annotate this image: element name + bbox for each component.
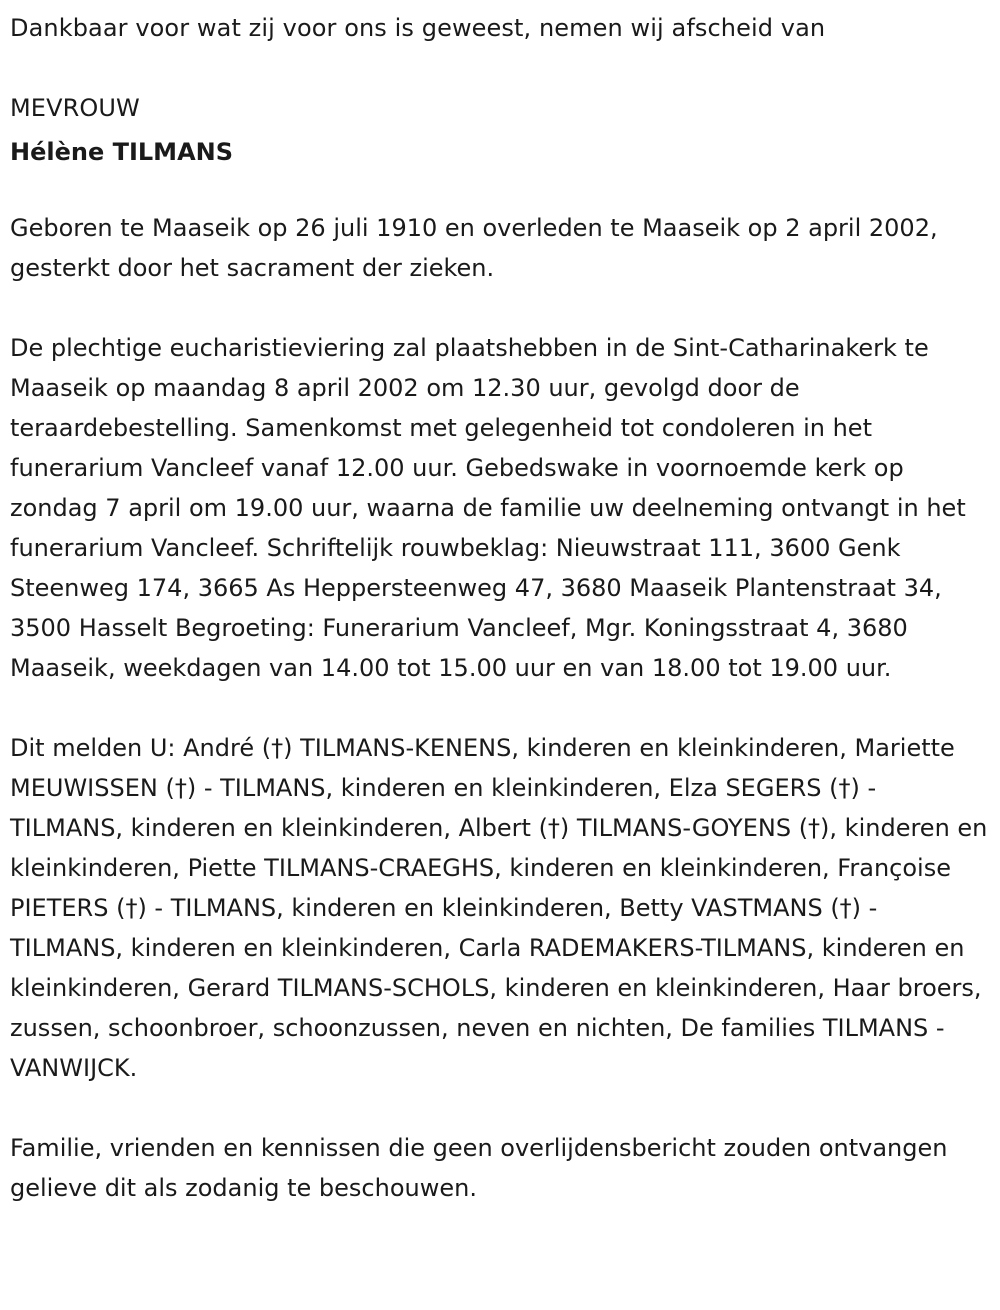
deceased-name: Hélène TILMANS bbox=[10, 138, 234, 166]
closing-paragraph: Familie, vrienden en kennissen die geen overlijdensbericht zouden ontvangen gelieve dit als zodanig te beschouwen. bbox=[10, 1134, 948, 1202]
spacer bbox=[10, 288, 990, 328]
intro-text: Dankbaar voor wat zij voor ons is geweest, nemen wij afscheid van bbox=[10, 14, 826, 42]
spacer bbox=[10, 688, 990, 728]
family-paragraph: Dit melden U: André (†) TILMANS-KENENS, kinderen en kleinkinderen, Mariette MEUWISSEN (†) - TILMANS, kinderen en kleinkinderen, Elza SEGERS (†) - TILMANS, kinderen en kleinkinderen, Albert (†) TILMANS-GOYENS (†), kinderen en kleinkinderen, Piette TILMANS-CRAEGHS, kinderen en kleinkinderen, Françoise PIETERS (†) - TILMANS, kinderen en kleinkinderen, Betty VASTMANS (†) - TILMANS, kinderen en kleinkinderen, Carla RADEMAKERS-TILMANS, kinderen en kleinkinderen, Gerard TILMANS-SCHOLS, kinderen en kleinkinderen, Haar broers, zussen, schoonbroer, schoonzussen, neven en nichten, De families TILMANS - VANWIJCK. bbox=[10, 734, 988, 1082]
ceremony-paragraph: De plechtige eucharistieviering zal plaatshebben in de Sint-Catharinakerk te Maaseik op maandag 8 april 2002 om 12.30 uur, gevolgd door de teraardebestelling. Samenkomst met gelegenheid tot condoleren in het funerarium Vancleef vanaf 12.00 uur. Gebedswake in voornoemde kerk op zondag 7 april om 19.00 uur, waarna de familie uw deelneming ontvangt in het funerarium Vancleef. Schriftelijk rouwbeklag: Nieuwstraat 111, 3600 Genk Steenweg 174, 3665 As Heppersteenweg 47, 3680 Maaseik Plantenstraat 34, 3500 Hasselt Begroeting: Funerarium Vancleef, Mgr. Koningsstraat 4, 3680 Maaseik, weekdagen van 14.00 tot 15.00 uur en van 18.00 tot 19.00 uur. bbox=[10, 334, 966, 682]
spacer bbox=[10, 176, 990, 208]
birth-paragraph: Geboren te Maaseik op 26 juli 1910 en overleden te Maaseik op 2 april 2002, gesterkt door het sacrament der zieken. bbox=[10, 214, 938, 282]
title-label: MEVROUW bbox=[10, 94, 140, 122]
spacer bbox=[10, 1088, 990, 1128]
